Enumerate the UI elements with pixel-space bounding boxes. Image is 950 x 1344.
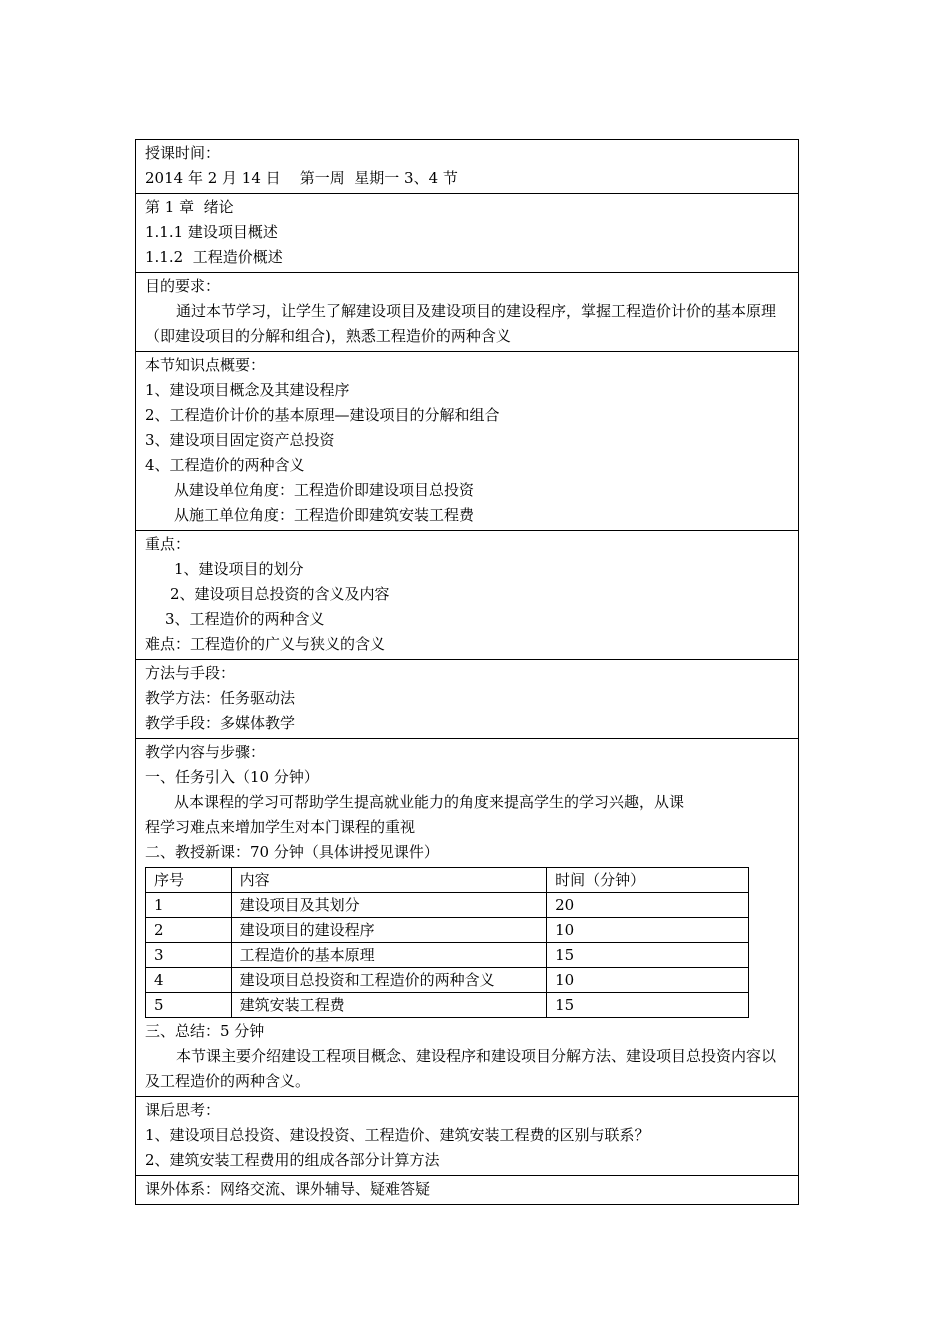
table-cell: 建设项目总投资和工程造价的两种含义 [231, 968, 546, 993]
keypoint-item: 3、工程造价的两种含义 [165, 610, 325, 628]
table-row [146, 968, 749, 993]
schedule-table [145, 867, 749, 1018]
difficulty-text: 难点：工程造价的广义与狭义的含义 [145, 635, 386, 653]
content-section [136, 738, 798, 1096]
table-cell: 3 [146, 943, 232, 968]
chapter-section [136, 193, 798, 272]
knowledge-item: 1、建设项目概念及其建设程序 [145, 381, 350, 399]
knowledge-section [136, 351, 798, 530]
table-cell: 建设项目的建设程序 [231, 918, 546, 943]
table-cell: 工程造价的基本原理 [231, 943, 546, 968]
homework-label: 课后思考： [145, 1101, 221, 1119]
keypoints-label: 重点： [145, 535, 191, 553]
table-cell: 15 [547, 943, 749, 968]
teaching-method: 教学方法：任务驱动法 [145, 689, 296, 707]
table-cell: 10 [547, 968, 749, 993]
table-cell: 2 [146, 918, 232, 943]
step3-title: 三、总结：5 分钟 [145, 1022, 265, 1040]
teaching-means: 教学手段：多媒体教学 [145, 714, 296, 732]
knowledge-item: 3、建设项目固定资产总投资 [145, 431, 335, 449]
step3-text: 本节课主要介绍建设工程项目概念、建设程序和建设项目分解方法、建设项目总投资内容以及工程造价的两种含义。 [145, 1047, 777, 1090]
table-row [146, 893, 749, 918]
table-cell: 15 [547, 993, 749, 1018]
table-cell: 建筑安装工程费 [231, 993, 546, 1018]
chapter-title: 第 1 章 绪论 [145, 198, 234, 216]
knowledge-subitem: 从施工单位角度：工程造价即建筑安装工程费 [174, 506, 475, 524]
schedule-date: 2014 年 2 月 14 日 第一周 星期一 3、4 节 [145, 169, 458, 187]
homework-item: 2、建筑安装工程费用的组成各部分计算方法 [145, 1151, 440, 1169]
extracurricular-text: 课外体系：网络交流、课外辅导、疑难答疑 [145, 1180, 431, 1198]
table-row [146, 918, 749, 943]
table-row [146, 943, 749, 968]
chapter-sub1: 1.1.1 建设项目概述 [145, 223, 278, 241]
table-cell: 5 [146, 993, 232, 1018]
step1-text-line1: 从本课程的学习可帮助学生提高就业能力的角度来提高学生的学习兴趣，从课 [174, 793, 685, 811]
objectives-text: 通过本节学习，让学生了解建设项目及建设项目的建设程序，掌握工程造价计价的基本原理（即建设项目的分解和组合)，熟悉工程造价的两种含义 [145, 302, 777, 345]
table-header-cell: 时间（分钟） [547, 868, 749, 893]
content-label: 教学内容与步骤： [145, 743, 266, 761]
homework-item: 1、建设项目总投资、建设投资、工程造价、建筑安装工程费的区别与联系？ [145, 1126, 650, 1144]
table-header-cell: 序号 [146, 868, 232, 893]
table-header-row [146, 868, 749, 893]
schedule-section [136, 140, 798, 193]
step1-text-line2: 程学习难点来增加学生对本门课程的重视 [145, 818, 416, 836]
methods-label: 方法与手段： [145, 664, 236, 682]
objectives-label: 目的要求： [145, 277, 221, 295]
keypoint-item: 1、建设项目的划分 [174, 560, 304, 578]
table-cell: 建设项目及其划分 [231, 893, 546, 918]
knowledge-item: 4、工程造价的两种含义 [145, 456, 305, 474]
table-header-cell: 内容 [231, 868, 546, 893]
chapter-sub2: 1.1.2 工程造价概述 [145, 248, 283, 266]
step2-title: 二、教授新课：70 分钟（具体讲授见课件） [145, 843, 439, 861]
methods-section [136, 659, 798, 738]
table-cell: 1 [146, 893, 232, 918]
keypoint-item: 2、建设项目总投资的含义及内容 [170, 585, 390, 603]
knowledge-label: 本节知识点概要： [145, 356, 266, 374]
step1-title: 一、任务引入（10 分钟） [145, 768, 319, 786]
schedule-label: 授课时间： [145, 144, 221, 162]
knowledge-item: 2、工程造价计价的基本原理—建设项目的分解和组合 [145, 406, 500, 424]
table-cell: 10 [547, 918, 749, 943]
table-cell: 20 [547, 893, 749, 918]
homework-section [136, 1096, 798, 1175]
extracurricular-section [136, 1175, 798, 1204]
objectives-section [136, 272, 798, 351]
keypoints-section [136, 530, 798, 659]
table-row [146, 993, 749, 1018]
table-cell: 4 [146, 968, 232, 993]
knowledge-subitem: 从建设单位角度：工程造价即建设项目总投资 [174, 481, 475, 499]
lesson-plan-table [135, 139, 799, 1205]
